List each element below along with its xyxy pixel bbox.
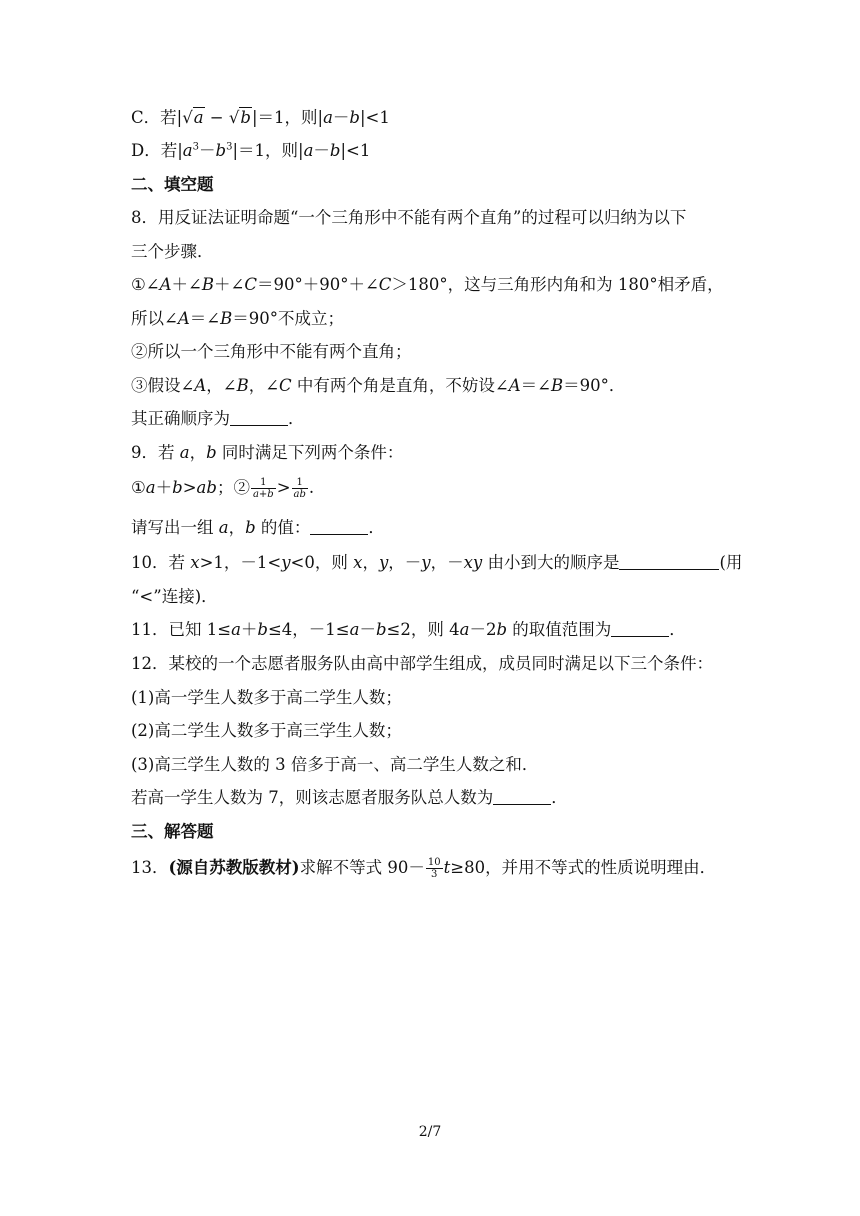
question-9-answer: 请写出一组 a，b 的值： ． <box>131 518 385 537</box>
option-d: D．若$|a^3-b^3|=1$，则|a－b|<1 <box>131 141 371 160</box>
question-9-conditions: ①a＋b>ab；② $\frac{1}{a+b}$ > $\frac{1}{ab}$ . <box>131 477 315 500</box>
question-13: 13．(源自苏教版教材)求解不等式 90－ $\frac{10}{3}$ t≥80，并用不等式的性质说明理由． <box>131 857 717 880</box>
question-8-step-1: ①∠A＋∠B＋∠C＝90°＋90°＋∠C＞180°，这与三角形内角和为 180°相矛盾， <box>131 275 724 294</box>
question-12-condition-3: (3)高三学生人数的 3 倍多于高一、高二学生人数之和． <box>131 755 539 774</box>
question-8-step-3: ③假设∠A，∠B，∠C 中有两个角是直角，不妨设∠A＝∠B＝90°． <box>131 376 626 395</box>
answer-blank[interactable] <box>619 553 719 570</box>
question-9-line-1: 9．若 a，b 同时满足下列两个条件： <box>131 443 404 462</box>
question-8-answer: 其正确顺序为 ． <box>131 409 305 428</box>
question-10-line-1: 10．若 x>1，－1<y<0，则 x，y，－y，－xy 由小到大的顺序是 (用 <box>131 553 743 572</box>
question-12-line-1: 12．某校的一个志愿者服务队由高中部学生组成，成员同时满足以下三个条件： <box>131 654 713 673</box>
question-12-condition-1: (1)高一学生人数多于高二学生人数； <box>131 688 402 707</box>
question-11: 11．已知 1≤a＋b≤4，－1≤a－b≤2，则 4a－2b 的取值范围为 ． <box>131 620 686 639</box>
answer-blank[interactable] <box>310 518 368 535</box>
question-8-line-2: 三个步骤． <box>131 242 214 261</box>
question-8-line-1: 8．用反证法证明命题“一个三角形中不能有两个直角”的过程可以归纳为以下 <box>131 208 687 227</box>
question-12-condition-2: (2)高二学生人数多于高三学生人数； <box>131 721 402 740</box>
page-number: 2/7 <box>418 1124 442 1140</box>
answer-blank[interactable] <box>493 788 551 805</box>
option-c: C．若|√a − √b|＝1，则|a－b|<1 <box>131 108 390 127</box>
section-heading-solve: 三、解答题 <box>131 822 214 841</box>
section-heading-fill-blank: 二、填空题 <box>131 175 214 194</box>
answer-blank[interactable] <box>230 409 288 426</box>
question-10-line-2: “<”连接)． <box>131 587 218 606</box>
question-8-step-1-cont: 所以∠A＝∠B＝90°不成立； <box>131 309 344 328</box>
question-12-answer: 若高一学生人数为 7，则该志愿者服务队总人数为 ． <box>131 788 568 807</box>
answer-blank[interactable] <box>611 620 669 637</box>
question-8-step-2: ②所以一个三角形中不能有两个直角； <box>131 342 412 361</box>
